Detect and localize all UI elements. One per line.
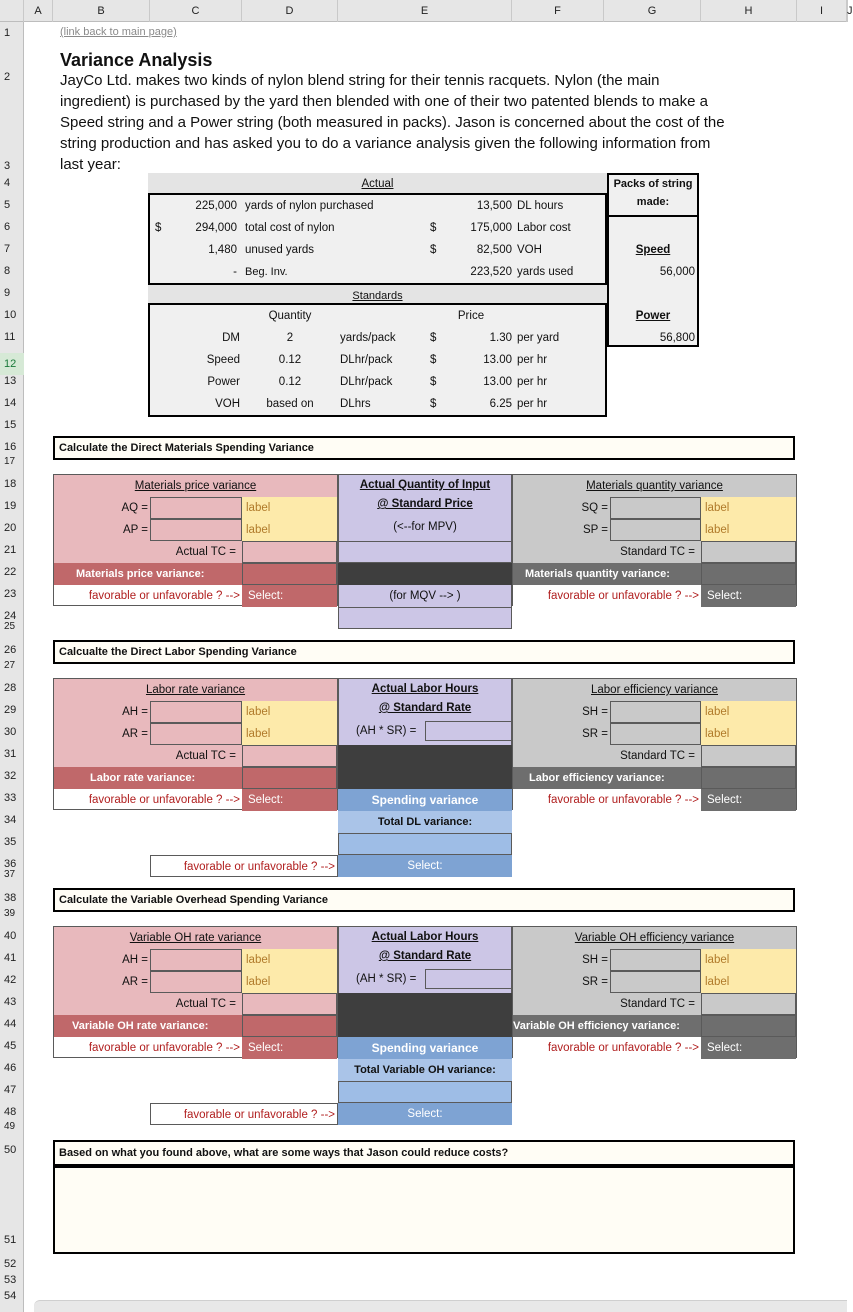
row-number[interactable]: 6 [4, 221, 11, 233]
row-number[interactable]: 40 [4, 930, 17, 942]
standards-unit: DLhr/pack [340, 376, 393, 388]
voh-efficiency-variance-input[interactable] [701, 1015, 796, 1037]
dm-standard-tc-label: Standard TC = [513, 541, 701, 563]
dm-mid-title: Actual Quantity of Input [359, 479, 491, 491]
dm-quantity-fu-label: favorable or unfavorable ? --> [513, 585, 701, 607]
standards-price-header: Price [457, 310, 485, 322]
row-number[interactable]: 38 [4, 892, 17, 904]
dl-efficiency-fu-label: favorable or unfavorable ? --> [513, 789, 701, 811]
dm-sq-input[interactable] [610, 497, 701, 519]
voh-ar-input[interactable] [150, 971, 242, 993]
standards-dollar: $ [430, 332, 437, 344]
row-number[interactable]: 52 [4, 1258, 17, 1270]
dl-sr-unit[interactable]: label [701, 723, 796, 745]
dl-ah-unit[interactable]: label [242, 701, 337, 723]
voh-ah-input[interactable] [150, 949, 242, 971]
standards-qty-header: Quantity [268, 310, 312, 322]
intro-line: last year: [60, 156, 121, 173]
dl-mid-dark [338, 745, 512, 789]
voh-sh-label: SH = [513, 949, 610, 971]
voh-mid-input[interactable] [425, 969, 512, 989]
packs-header: Packs of string [613, 178, 693, 190]
column-header-d[interactable]: D [242, 0, 338, 22]
row-number[interactable]: 35 [4, 836, 17, 848]
actual-desc: yards of nylon purchased [245, 200, 374, 212]
row-number[interactable]: 34 [4, 814, 17, 826]
row-header-bar [0, 22, 24, 1312]
main-page-link[interactable]: (link back to main page) [60, 26, 177, 38]
voh-mid-title: Actual Labor Hours [371, 931, 479, 943]
dl-rate-variance-label: Labor rate variance: [54, 767, 242, 789]
dl-sr-label: SR = [513, 723, 610, 745]
row-number[interactable]: 23 [4, 588, 17, 600]
row-number[interactable]: 49 [4, 1121, 16, 1132]
dm-left-title: Materials price variance [54, 475, 337, 497]
column-header-c[interactable]: C [150, 0, 242, 22]
row-number[interactable]: 14 [4, 397, 17, 409]
column-header-i[interactable]: I [797, 0, 847, 22]
dl-right-title: Labor efficiency variance [513, 679, 796, 701]
standards-per: per hr [517, 398, 548, 410]
packs-power-value: 56,800 [659, 332, 695, 344]
dm-sp-input[interactable] [610, 519, 701, 541]
standards-price: 1.30 [489, 332, 512, 344]
dl-sh-label: SH = [513, 701, 610, 723]
dm-ap-unit[interactable]: label [242, 519, 337, 541]
row-number[interactable]: 19 [4, 500, 17, 512]
voh-sh-unit[interactable]: label [701, 949, 796, 971]
dl-total-fu-select[interactable]: Select: [338, 855, 512, 877]
actual-value: 294,000 [195, 222, 237, 234]
intro-line: Speed string and a Power string (both measured in packs). Jason is concerned about the cost of the [60, 114, 725, 131]
row-number[interactable]: 8 [4, 265, 11, 277]
dl-efficiency-variance-input[interactable] [701, 767, 796, 789]
dl-rate-variance-input[interactable] [242, 767, 337, 789]
column-header-b[interactable]: B [53, 0, 150, 22]
row-number[interactable]: 41 [4, 952, 17, 964]
voh-mid-formula: (AH * SR) = [356, 973, 417, 985]
actual-value: 225,000 [195, 200, 237, 212]
row-number[interactable]: 30 [4, 726, 17, 738]
dl-mid-title: Actual Labor Hours [371, 683, 479, 695]
voh-sr-label: SR = [513, 971, 610, 993]
intro-line: ingredient) is purchased by the yard then blended with one of their two patented blends to make a [60, 93, 708, 110]
row-number[interactable]: 22 [4, 566, 17, 578]
voh-standard-tc-input[interactable] [701, 993, 796, 1015]
row-number[interactable]: 27 [4, 660, 16, 671]
row-number[interactable]: 15 [4, 419, 17, 431]
dm-mid-subtitle: @ Standard Price [377, 498, 473, 510]
row-number[interactable]: 53 [4, 1274, 17, 1286]
standards-header: Standards [148, 283, 607, 305]
row-number[interactable]: 37 [4, 869, 16, 880]
voh-ar-label: AR = [54, 971, 150, 993]
dm-aq-unit[interactable]: label [242, 497, 337, 519]
packs-speed-value: 56,000 [659, 266, 695, 278]
dm-sq-label: SQ = [513, 497, 610, 519]
standards-dollar: $ [430, 354, 437, 366]
standards-name: VOH [215, 398, 240, 410]
standards-qty: 0.12 [278, 376, 302, 388]
packs-speed-label: Speed [635, 244, 671, 256]
row-number[interactable]: 13 [4, 375, 17, 387]
actual-header: Actual [148, 173, 607, 195]
dm-price-variance-label: Materials price variance: [54, 563, 242, 585]
actual-value: 175,000 [470, 222, 512, 234]
row-number[interactable]: 2 [4, 71, 11, 83]
dm-mid-note: (<--for MPV) [393, 521, 457, 533]
dl-mid-input[interactable] [425, 721, 512, 741]
dl-total-variance-label: Total DL variance: [338, 811, 512, 833]
dl-ar-unit[interactable]: label [242, 723, 337, 745]
voh-rate-variance-label: Variable OH rate variance: [54, 1015, 242, 1037]
standards-unit: yards/pack [340, 332, 396, 344]
standards-price: 13.00 [483, 354, 512, 366]
actual-desc: Beg. Inv. [245, 266, 288, 278]
dm-section-title: Calculate the Direct Materials Spending Variance [59, 442, 314, 454]
row-number[interactable]: 45 [4, 1040, 17, 1052]
dm-ap-input[interactable] [150, 519, 242, 541]
intro-line: JayCo Ltd. makes two kinds of nylon blend string for their tennis racquets. Nylon (the main [60, 72, 660, 89]
row-number[interactable]: 31 [4, 748, 17, 760]
dl-total-fu-label: favorable or unfavorable ? --> [150, 855, 338, 877]
dl-standard-tc-input[interactable] [701, 745, 796, 767]
dl-rate-fu-label: favorable or unfavorable ? --> [88, 794, 240, 806]
row-number[interactable]: 21 [4, 544, 17, 556]
dm-aq-input[interactable] [150, 497, 242, 519]
column-header-bar [0, 0, 853, 22]
row-number[interactable]: 11 [4, 331, 16, 343]
row-number[interactable]: 50 [4, 1144, 17, 1156]
column-header-h[interactable]: H [701, 0, 797, 22]
standards-price: 13.00 [483, 376, 512, 388]
voh-ah-unit[interactable]: label [242, 949, 337, 971]
voh-actual-tc-input[interactable] [242, 993, 337, 1015]
row-number[interactable]: 32 [4, 770, 17, 782]
row-number[interactable]: 44 [4, 1018, 17, 1030]
row-number[interactable]: 17 [4, 456, 16, 467]
dm-price-fu-select[interactable]: Select: [242, 585, 337, 607]
dm-standard-tc-input[interactable] [701, 541, 796, 563]
column-header-f[interactable]: F [512, 0, 604, 22]
standards-unit: DLhr/pack [340, 354, 393, 366]
dm-right-title: Materials quantity variance [513, 475, 796, 497]
dl-sr-input[interactable] [610, 723, 701, 745]
dm-sp-unit[interactable]: label [701, 519, 796, 541]
dm-mid-input-2[interactable] [338, 607, 512, 629]
dl-ah-input[interactable] [150, 701, 242, 723]
row-number[interactable]: 46 [4, 1062, 17, 1074]
voh-efficiency-fu-label: favorable or unfavorable ? --> [513, 1037, 701, 1059]
voh-rate-variance-input[interactable] [242, 1015, 337, 1037]
dl-actual-tc-label: Actual TC = [54, 745, 242, 767]
intro-line: string production and has asked you to do a variance analysis given the following information from [60, 135, 711, 152]
row-number[interactable]: 39 [4, 908, 16, 919]
column-header-e[interactable]: E [338, 0, 512, 22]
column-header-a[interactable]: A [24, 0, 53, 22]
row-number[interactable]: 47 [4, 1084, 17, 1096]
row-number[interactable]: 4 [4, 177, 11, 189]
actual-value: - [233, 266, 237, 278]
dm-actual-tc-input[interactable] [242, 541, 337, 563]
row-number[interactable]: 25 [4, 621, 16, 632]
voh-efficiency-variance-label: Variable OH efficiency variance: [513, 1015, 701, 1037]
standards-qty: 2 [286, 332, 294, 344]
standards-price: 6.25 [489, 398, 512, 410]
voh-mid-dark [338, 993, 512, 1037]
actual-desc: total cost of nylon [245, 222, 335, 234]
dm-quantity-variance-label: Materials quantity variance: [513, 563, 701, 585]
dl-sh-unit[interactable]: label [701, 701, 796, 723]
voh-sr-unit[interactable]: label [701, 971, 796, 993]
row-number[interactable]: 54 [4, 1290, 17, 1302]
dl-total-variance-input[interactable] [338, 833, 512, 855]
row-number[interactable]: 10 [4, 309, 17, 321]
row-number[interactable]: 48 [4, 1106, 17, 1118]
row-number[interactable]: 18 [4, 478, 17, 490]
row-number-selected[interactable]: 12 [0, 353, 24, 375]
standards-per: per hr [517, 376, 548, 388]
actual-value: 223,520 [470, 266, 512, 278]
standards-per: per hr [517, 354, 548, 366]
actual-dollar: $ [430, 222, 437, 234]
dm-aq-label: AQ = [54, 497, 150, 519]
voh-total-fu-label: favorable or unfavorable ? --> [150, 1103, 338, 1125]
voh-spending-variance-header: Spending variance [338, 1037, 512, 1059]
row-number[interactable]: 24 [4, 610, 17, 622]
row-number[interactable]: 26 [4, 644, 17, 656]
dl-standard-tc-label: Standard TC = [513, 745, 701, 767]
dl-efficiency-variance-label: Labor efficiency variance: [513, 767, 701, 789]
actual-desc: unused yards [245, 244, 315, 256]
standards-qty: based on [266, 398, 314, 410]
actual-desc: DL hours [517, 200, 564, 212]
dl-mid-subtitle: @ Standard Rate [378, 702, 472, 714]
row-number[interactable]: 7 [4, 243, 11, 255]
horizontal-scrollbar[interactable] [34, 1300, 847, 1312]
voh-mid-subtitle: @ Standard Rate [378, 950, 472, 962]
row-number[interactable]: 43 [4, 996, 17, 1008]
actual-desc: VOH [517, 244, 542, 256]
row-number[interactable]: 28 [4, 682, 17, 694]
voh-ah-label: AH = [54, 949, 150, 971]
dm-sq-unit[interactable]: label [701, 497, 796, 519]
voh-left-title: Variable OH rate variance [54, 927, 337, 949]
voh-efficiency-fu-select[interactable]: Select: [701, 1037, 796, 1059]
dm-quantity-variance-input[interactable] [701, 563, 796, 585]
voh-standard-tc-label: Standard TC = [513, 993, 701, 1015]
packs-header: made: [636, 196, 670, 208]
voh-actual-tc-label: Actual TC = [54, 993, 242, 1015]
row-number[interactable]: 1 [4, 27, 11, 39]
dm-mid-dark [338, 563, 512, 585]
standards-dollar: $ [430, 398, 437, 410]
standards-name: Power [207, 376, 240, 388]
voh-rate-fu-select[interactable]: Select: [242, 1037, 337, 1059]
voh-sr-input[interactable] [610, 971, 701, 993]
dl-left-title: Labor rate variance [54, 679, 337, 701]
standards-unit: DLhrs [340, 398, 371, 410]
select-all-corner[interactable] [0, 0, 24, 22]
dm-ap-label: AP = [54, 519, 150, 541]
standards-name: Speed [206, 354, 240, 366]
voh-ar-unit[interactable]: label [242, 971, 337, 993]
actual-dollar: $ [155, 222, 162, 234]
dl-rate-fu-select[interactable]: Select: [242, 789, 337, 811]
row-number[interactable]: 42 [4, 974, 17, 986]
row-number[interactable]: 16 [4, 441, 17, 453]
voh-total-variance-input[interactable] [338, 1081, 512, 1103]
page-title: Variance Analysis [60, 50, 213, 70]
answer-box[interactable] [53, 1166, 795, 1254]
column-header-j[interactable]: J [847, 0, 848, 22]
row-number[interactable]: 3 [4, 160, 11, 172]
row-number[interactable]: 36 [4, 858, 17, 870]
dm-price-fu-label: favorable or unfavorable ? --> [88, 590, 240, 602]
voh-total-fu-select[interactable]: Select: [338, 1103, 512, 1125]
dl-ah-label: AH = [54, 701, 150, 723]
voh-sh-input[interactable] [610, 949, 701, 971]
actual-desc: yards used [517, 266, 574, 278]
actual-dollar: $ [430, 244, 437, 256]
row-number[interactable]: 29 [4, 704, 17, 716]
row-number[interactable]: 33 [4, 792, 17, 804]
dl-ar-input[interactable] [150, 723, 242, 745]
intro-text [60, 70, 800, 173]
voh-total-variance-label: Total Variable OH variance: [338, 1059, 512, 1081]
voh-section-title: Calculate the Variable Overhead Spending Variance [59, 894, 328, 906]
standards-qty: 0.12 [278, 354, 302, 366]
column-header-g[interactable]: G [604, 0, 701, 22]
dl-actual-tc-input[interactable] [242, 745, 337, 767]
dl-spending-variance-header: Spending variance [338, 789, 512, 811]
standards-name: DM [222, 332, 240, 344]
dm-quantity-fu-select[interactable]: Select: [701, 585, 796, 607]
row-number[interactable]: 9 [4, 287, 11, 299]
dm-mid-input[interactable] [338, 541, 512, 563]
row-number[interactable]: 51 [4, 1234, 17, 1246]
actual-value: 1,480 [208, 244, 237, 256]
actual-value: 13,500 [476, 200, 512, 212]
standards-dollar: $ [430, 376, 437, 388]
question-text: Based on what you found above, what are some ways that Jason could reduce costs? [59, 1147, 509, 1159]
dl-section-title: Calcualte the Direct Labor Spending Variance [59, 646, 297, 658]
dl-ar-label: AR = [54, 723, 150, 745]
packs-power-label: Power [635, 310, 671, 322]
row-number[interactable]: 5 [4, 199, 11, 211]
dm-sp-label: SP = [513, 519, 610, 541]
dm-actual-tc-label: Actual TC = [54, 541, 242, 563]
dl-mid-formula: (AH * SR) = [356, 725, 417, 737]
dm-mid-note-2: (for MQV --> ) [389, 590, 461, 602]
dm-price-variance-input[interactable] [242, 563, 337, 585]
actual-desc: Labor cost [517, 222, 571, 234]
actual-value: 82,500 [476, 244, 512, 256]
voh-right-title: Variable OH efficiency variance [513, 927, 796, 949]
voh-rate-fu-label: favorable or unfavorable ? --> [88, 1042, 240, 1054]
standards-per: per yard [517, 332, 560, 344]
dl-efficiency-fu-select[interactable]: Select: [701, 789, 796, 811]
row-number[interactable]: 20 [4, 522, 17, 534]
dl-sh-input[interactable] [610, 701, 701, 723]
